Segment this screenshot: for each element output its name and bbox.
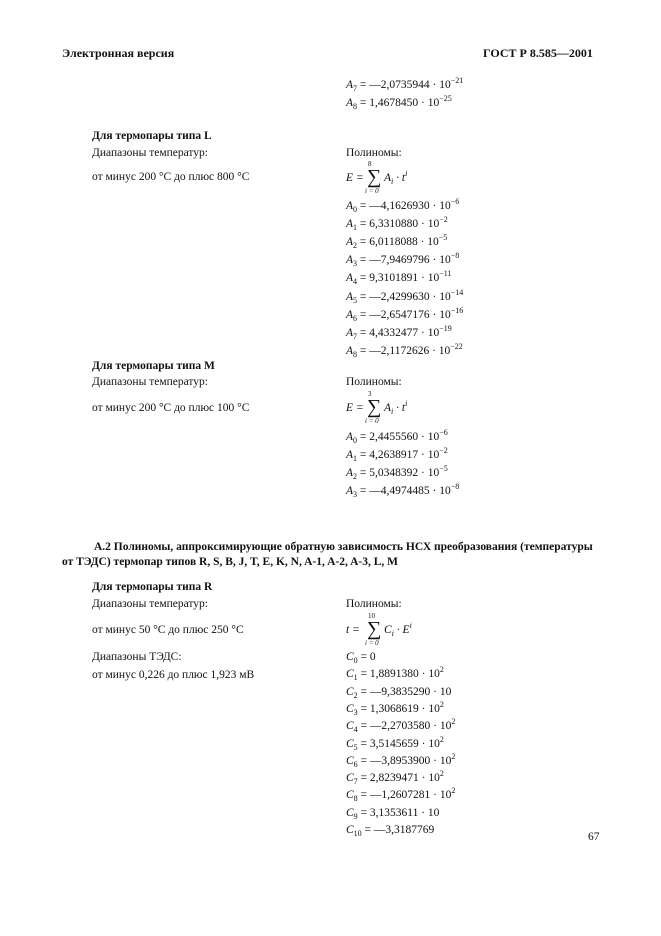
header-right: ГОСТ Р 8.585—2001 <box>483 46 593 60</box>
coefficient-row <box>346 650 376 664</box>
coefficient-symbol: C <box>346 702 354 715</box>
coefficient-index: 6 <box>353 759 358 769</box>
coefficient-row <box>346 199 459 213</box>
coefficient-row <box>346 734 444 752</box>
coefficient-value: = 4,4332477 · 10 <box>357 326 440 339</box>
coefficient-value: = 1,4678450 · 10 <box>357 97 440 109</box>
coefficient-symbol: A <box>346 236 354 249</box>
coefficient-symbol: A <box>346 79 354 91</box>
formula-coefficient: A <box>384 172 392 184</box>
coefficient-value: = —2,6547176 · 10 <box>357 308 451 321</box>
coefficient-row <box>346 78 463 92</box>
coefficient-row <box>346 430 448 444</box>
formula-variable: · t <box>393 402 406 414</box>
coefficient-index: 3 <box>353 707 358 717</box>
coefficient-symbol: C <box>346 824 354 836</box>
coefficient-symbol: C <box>346 651 354 663</box>
coefficient-exponent: −6 <box>439 428 448 437</box>
coefficient-row <box>346 217 448 231</box>
formula-variable: · E <box>393 624 410 636</box>
coefficient-symbol: C <box>346 720 354 733</box>
coefficient-row <box>346 287 464 305</box>
coefficient-symbol: A <box>346 485 354 497</box>
coefficient-row <box>346 466 448 480</box>
coefficient-row <box>346 751 456 769</box>
coefficient-row <box>346 448 448 462</box>
coefficient-index: 7 <box>353 331 358 341</box>
coefficient-index: 0 <box>353 436 358 445</box>
coefficient-exponent: 2 <box>439 769 444 779</box>
coefficient-exponent: −19 <box>439 323 452 333</box>
coefficient-symbol: C <box>346 668 354 681</box>
sum-lower-limit: i = 0 <box>365 187 379 195</box>
coefficient-index: 3 <box>353 259 358 269</box>
sum-lower-limit: i = 0 <box>365 417 379 425</box>
coefficient-row <box>346 253 459 267</box>
section-r-title: Для термопары типа R <box>92 581 213 593</box>
coefficient-index: 2 <box>353 690 358 700</box>
coefficient-value: = 6,3310880 · 10 <box>357 218 440 231</box>
coefficient-symbol: A <box>346 290 354 303</box>
coefficient-index: 2 <box>353 472 358 481</box>
coefficient-exponent: 2 <box>439 734 444 744</box>
coefficient-symbol: A <box>346 218 354 231</box>
coefficient-row <box>346 341 463 359</box>
coefficient-value: = —4,1626930 · 10 <box>357 200 451 212</box>
sigma-icon: ∑ <box>367 166 382 188</box>
coefficient-row <box>346 484 459 498</box>
section-l-poly-label: Полиномы: <box>346 147 402 159</box>
coefficient-index: 8 <box>353 102 358 111</box>
coefficient-value: = 3,5145659 · 10 <box>357 737 440 750</box>
coefficient-symbol: A <box>346 449 354 461</box>
header-left: Электронная версия <box>62 46 175 60</box>
coefficient-symbol: A <box>346 467 354 479</box>
coefficient-exponent: −8 <box>450 251 460 261</box>
formula-lhs: E = <box>346 402 364 414</box>
sigma-icon: ∑ <box>367 618 382 640</box>
coefficient-exponent: −8 <box>450 482 460 491</box>
coefficient-exponent: −5 <box>439 464 448 473</box>
coefficient-value: = —1,2607281 · 10 <box>357 789 452 802</box>
coefficient-index: 1 <box>353 673 358 683</box>
coefficient-value: = 1,3068619 · 10 <box>357 702 440 715</box>
coefficient-row <box>346 271 451 285</box>
formula-coefficient: A <box>384 402 392 414</box>
coefficient-row <box>346 305 464 323</box>
formula-variable: · t <box>393 172 406 184</box>
coefficient-value: = —2,1172626 · 10 <box>357 344 451 357</box>
formula-coefficient-index: i <box>391 629 394 638</box>
section-r-emf-label: Диапазоны ТЭДС: <box>92 651 182 663</box>
coefficient-index: 8 <box>353 349 358 359</box>
section-r-formula <box>346 612 506 652</box>
coefficient-index: 9 <box>353 811 358 821</box>
section-m-poly-label: Полиномы: <box>346 376 402 388</box>
coefficient-row <box>346 771 444 785</box>
coefficient-value: = 6,0118088 · 10 <box>357 236 439 249</box>
coefficient-exponent: −22 <box>450 341 463 351</box>
coefficient-row <box>346 96 452 110</box>
coefficient-index: 4 <box>353 725 358 735</box>
coefficient-row <box>346 323 452 341</box>
page-number: 67 <box>588 831 600 843</box>
coefficient-value: = 9,3101891 · 10 <box>357 272 440 285</box>
coefficient-value: = —2,2703580 · 10 <box>357 720 452 733</box>
formula-lhs: E = <box>346 172 364 184</box>
coefficient-value: = 0 <box>357 651 376 663</box>
coefficient-index: 5 <box>353 742 358 752</box>
coefficient-symbol: C <box>346 806 354 819</box>
coefficient-row <box>346 788 455 802</box>
coefficient-symbol: A <box>346 326 354 339</box>
coefficient-index: 5 <box>353 295 358 305</box>
section-l-range-label: Диапазоны температур: <box>92 147 208 159</box>
coefficient-exponent: 2 <box>451 717 456 727</box>
formula-variable-power: i <box>405 399 408 408</box>
coefficient-symbol: A <box>346 431 354 443</box>
coefficient-value: = —9,3835290 · 10 <box>357 685 452 698</box>
coefficient-value: = —3,8953900 · 10 <box>357 754 452 767</box>
sum-upper-limit: 10 <box>368 612 375 620</box>
coefficient-exponent: −14 <box>450 287 464 297</box>
sum-lower-limit: i = 0 <box>365 639 379 647</box>
coefficient-symbol: A <box>346 272 354 285</box>
formula-coefficient-index: i <box>391 407 394 416</box>
formula-lhs: t = <box>346 624 360 636</box>
coefficient-symbol: C <box>346 772 354 785</box>
formula-coefficient: C <box>384 624 392 636</box>
coefficient-index: 6 <box>353 313 358 323</box>
formula-variable-power: i <box>405 169 408 178</box>
coefficient-symbol: A <box>346 308 354 321</box>
section-r-emf-value: от минус 0,226 до плюс 1,923 мВ <box>92 669 255 681</box>
formula-term <box>384 169 408 186</box>
formula-variable-power: i <box>409 621 412 630</box>
coefficient-symbol: A <box>346 97 354 109</box>
coefficient-index: 0 <box>353 205 358 214</box>
coefficient-exponent: 2 <box>439 665 444 675</box>
coefficient-exponent: −2 <box>439 446 448 455</box>
coefficient-index: 3 <box>353 490 358 499</box>
coefficient-value: = —2,0735944 · 10 <box>357 79 451 91</box>
coefficient-value: = 5,0348392 · 10 <box>357 467 440 479</box>
coefficient-row <box>346 667 444 681</box>
coefficient-index: 7 <box>353 777 358 787</box>
coefficient-row <box>346 685 451 699</box>
coefficient-index: 8 <box>353 794 358 804</box>
coefficient-index: 1 <box>353 454 358 463</box>
coefficient-exponent: 2 <box>439 699 444 709</box>
section-m-formula <box>346 390 506 430</box>
section-r-range-label: Диапазоны температур: <box>92 598 208 610</box>
coefficient-exponent: −2 <box>439 215 448 225</box>
coefficient-symbol: A <box>346 344 354 357</box>
coefficient-index: 1 <box>353 223 358 233</box>
coefficient-index: 2 <box>353 241 358 251</box>
coefficient-value: = 1,8891380 · 10 <box>357 668 440 681</box>
section-m-title: Для термопары типа M <box>92 360 215 372</box>
coefficient-index: 4 <box>353 277 358 287</box>
coefficient-value: = 2,8239471 · 10 <box>357 772 440 785</box>
coefficient-row <box>346 719 455 733</box>
section-l-range-value: от минус 200 °С до плюс 800 °С <box>92 171 250 183</box>
sigma-icon: ∑ <box>367 396 382 418</box>
coefficient-exponent: −16 <box>450 305 464 315</box>
coefficient-index: 0 <box>353 656 358 665</box>
coefficient-row <box>346 806 439 820</box>
coefficient-symbol: C <box>346 685 354 698</box>
coefficient-value: = 4,2638917 · 10 <box>357 449 440 461</box>
coefficient-value: = 2,4455560 · 10 <box>357 431 440 443</box>
coefficient-index: 10 <box>353 829 362 838</box>
coefficient-value: = —7,9469796 · 10 <box>357 254 451 267</box>
coefficient-exponent: 2 <box>451 751 456 761</box>
section-l-formula <box>346 160 506 200</box>
coefficient-symbol: A <box>346 200 354 212</box>
coefficient-value: = 3,1353611 · 10 <box>357 806 440 819</box>
coefficient-value: = —2,4299630 · 10 <box>357 290 451 303</box>
section-r-range-value: от минус 50 °С до плюс 250 °С <box>92 624 244 636</box>
section-r-poly-label: Полиномы: <box>346 598 402 610</box>
coefficient-index: 7 <box>353 84 358 93</box>
coefficient-row <box>346 823 434 837</box>
coefficient-exponent: −25 <box>439 94 452 103</box>
coefficient-exponent: 2 <box>451 786 456 796</box>
section-a2-heading: А.2 Полиномы, аппроксимирующие обратную зависимость НСХ преобразования (температуры от ТЭДС) термопар типов R, S, B, J, T, E, K, N, A-1, A-2, A-3, L, M <box>62 541 593 568</box>
coefficient-value: = —4,4974485 · 10 <box>357 485 451 497</box>
coefficient-symbol: C <box>346 754 354 767</box>
formula-term <box>384 621 412 638</box>
section-m-range-label: Диапазоны температур: <box>92 376 208 388</box>
coefficient-exponent: −21 <box>450 76 464 85</box>
coefficient-value: = —3,3187769 <box>361 824 435 836</box>
coefficient-exponent: −5 <box>438 233 448 243</box>
coefficient-symbol: C <box>346 737 354 750</box>
formula-coefficient-index: i <box>391 177 394 186</box>
coefficient-row <box>346 699 444 717</box>
sum-upper-limit: 3 <box>368 390 372 398</box>
section-m-range-value: от минус 200 °С до плюс 100 °С <box>92 402 250 414</box>
coefficient-exponent: −11 <box>439 269 452 279</box>
coefficient-exponent: −6 <box>450 197 460 206</box>
coefficient-row <box>346 235 447 249</box>
coefficient-symbol: A <box>346 254 354 267</box>
sum-upper-limit: 8 <box>368 160 372 168</box>
formula-term <box>384 399 408 416</box>
section-l-title: Для термопары типа L <box>92 130 212 142</box>
coefficient-symbol: C <box>346 789 354 802</box>
